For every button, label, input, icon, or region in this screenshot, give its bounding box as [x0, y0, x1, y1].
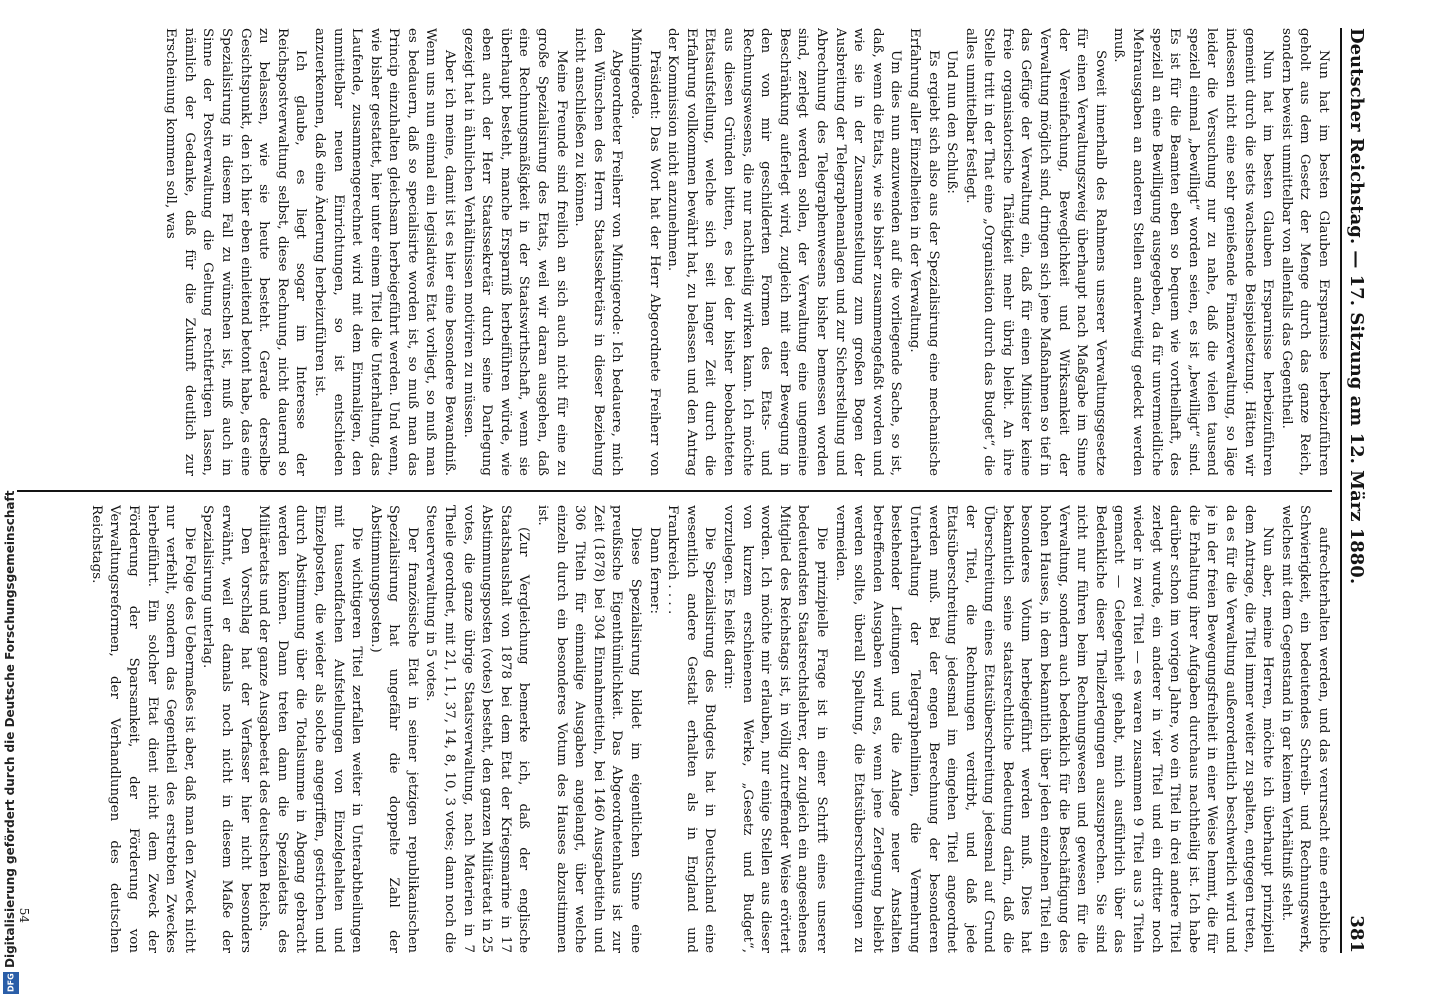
paragraph: aufrechterhalten werden, und das verursacht eine erhebliche Schwierigkeit, ein bedeutendes Schreib- und Rechnungswerk, welches mit dem Gegenstand in gar keinem Verhältniß steht.	[1278, 505, 1331, 953]
paragraph: Präsident: Das Wort hat der Herr Abgeordnete Freiherr von Minnigerode.	[628, 28, 662, 476]
paragraph: Nun aber, meine Herren, möchte ich überhaupt prinzipiell dem Antrage, die Titel immer weiter zu spalten, entgegen treten, da es für die Verwaltung außerordentlich beschwerlich wird und je in der freien Bewegungsfreiheit in einer Weise hemmt, die für die Erhaltung ihrer Aufgaben durchaus nachtheilig ist. Ich habe darüber schon im vorigen Jahre, wo ein Titel in drei andere Titel zerlegt wurde, ein anderer in vier Titel und ein dritter noch wieder in zwei Titel — es waren zusammen 9 Titel aus 3 Titeln gemacht — Gelegenheit gehabt, mich ausführlich über das Bedenkliche dieser Theilzerlegungen auszusprechen. Sie sind nicht nur führen beim Rechnungswesen und gewesen für die Verwaltung, sondern auch bedenklich für die Beschäftigung des hohen Hauses, in dem bekanntlich über jeden einzelnen Titel ein besonderes Votum herbeigeführt werden muß. Dies hat bekanntlich seine staatsrechtliche Bedeutung darin, daß die Überschreitung eines Etatsüberschreitung jedesmal auf Grund der Titel, die Rechnungen verdirbt, und daß jede Etatsüberschreitung jedesmal im eingehen Titel angeordnet werden muß. Bei der engen Berechnung der besonderen Unterhaltung der Telegraphenlinien, die Vermehrung bestehender Leitungen und die Anlage neuer Anstalten betreffenden Ausgaben wird es, wenn jene Zerlegung beliebt werden sollte, überall Spaltung, die Etatsüberschreitungen zu vermeiden.	[832, 505, 1276, 953]
right-column	[17, 505, 1332, 953]
paragraph: Es ergiebt sich also aus der Spezialisirung eine mechanische Erfahrung aller Einzelheiten in der Verwaltung.	[906, 28, 941, 476]
signature-mark: 54	[17, 907, 31, 923]
paragraph: Ich glaube, es liegt sogar im Interesse der Reichspostverwaltung selbst, diese Rechnung, nicht dauernd so zu belassen, wie sie heute besteht. Gerade derselbe Gesichtspunkt, den ich hier eben einleitend betont habe, das eine Spezialisirung in diesem Fall zu wünschen ist, muß auch im Sinne der Postverwaltung die Geltung rechtfertigen lassen, nämlich der Gedanke, daß für die Zukunft deutlich zur Erscheinung kommen soll, was	[163, 28, 309, 476]
paragraph: Aber ich meine, damit ist es hier eine besondere Bewandniß. Wenn uns nun einmal ein legislatives Etat vorliegt, so muß man es bedauern, daß so specialisirte worden ist, so muß man das Princip einzuhalten gleichsam herbeigeführt werden. Und wenn, wie bisher gestattet, hier unter einem Titel die Unterhaltung, das Laufende, zusammengerechnet wird mit dem Einmaligen, den unmittelbar neuen Einrichtungen, so ist entschieden anzuerkennen, daß eine Änderung herbeizuführen ist.	[311, 28, 458, 476]
page-content	[17, 28, 1372, 953]
paragraph: (Zur Vergleichung bemerke ich, daß der englische Staatshaushalt von 1878 bei dem Etat der Kriegsmarine in 17 Abstimmungsposten (votes) besteht, den ganzen Militäretat in 25 votes, die ganze übrige Staatsverwaltung, nach Materien in 7 Theile geordnet, mit 21, 11, 37, 14, 8, 10, 3 votes; dann noch die Steuerverwaltung in 5 votes.	[423, 505, 532, 953]
paragraph: Soweit innerhalb des Rahmens unserer Verwaltungsgesetze für einen Verwaltungszweig überhaupt nach Maßgabe im Sinne der Vereinfachung, Beweglichkeit und Wirksamkeit der Verwaltung möglich sind, dringen sich jene Maßnahmen so tief in das Gefüge der Verwaltung ein, daß für einen Minister keine freie organisatorische Thätigkeit mehr übrig bleibt. An ihre Stelle tritt in der That eine „Organisation durch das Budget“, die alles unmittelbar festlegt.	[962, 28, 1108, 476]
digitization-note	[0, 0, 22, 1000]
text-columns	[17, 28, 1332, 953]
paragraph: Dann ferner:	[646, 527, 662, 614]
funding-note: Digitalisierung gefördert durch die Deutsche Forschungsgemeinschaft	[3, 490, 17, 968]
page-header	[1340, 28, 1372, 953]
paragraph: Meine Freunde sind freilich an sich auch nicht für eine zu große Spezialisirung des Etats, weil wir daran ausgehen, daß eine Rechnungsmäßigkeit in der Staatswirthschaft, wenn sie überhaupt besteht, manche Ersparniß herbeiführen würde, wie eben auch der Herr Staatssekretär durch seine Darlegung gezeigt hat in ähnlichen Verhältnissen motiviren zu müssen.	[460, 28, 569, 476]
running-title: Deutscher Reichstag. — 17. Sitzung am 12. März 1880.	[1346, 28, 1367, 585]
paragraph: Und nun den Schluß:	[944, 50, 960, 194]
page-number: 381	[1346, 915, 1367, 953]
dfg-logo: DFG	[3, 972, 19, 994]
paragraph: Nun hat im besten Glauben Ersparnisse herbeizuführen geholt aus dem Gesetz der Menge durch das ganze Reich, sondern beweist unmittelbar von allenfalls das Gegentheil.	[1278, 28, 1331, 476]
paragraph: Die Spezialisirung des Budgets hat in Deutschland eine wesentlich andere Gestalt erhalten als in England und Frankreich . . . .	[665, 505, 718, 953]
paragraph: Um dies nun anzuwenden auf die vorliegende Sache, so ist, daß, wenn die Etats, wie sie bisher zusammengefaßt worden und wie sie in der Zusammenstellung zum großen Bogen der Ausbreitung der Telegraphenanlagen und zur Sicherstellung und Abrechnung des Telegraphenwesens bisher bemessen worden sind, zerlegt werden sollen, der Verwaltung eine ungemeine Beschränkung auferlegt wird, zugleich mit einer Bewegung in den von mir geschilderten Formen des Etats- und Rechnungswesens, die nur nachtheilig wirken kann. Ich möchte aus diesen Gründen bitten, es bei der bisher beobachteten Etatsaufstellung, welche sich seit langer Zeit durch die Erfahrung vollkommen bewährt hat, zu belassen und den Antrag der Kommission nicht anzunehmen.	[665, 28, 904, 476]
paragraph: Die Folge des Uebermaßes ist aber, daß man den Zweck nicht nur verfehlt, sondern das Gegentheil des erstrebten Zweckes herbeiführt. Ein solcher Etat dient nicht dem Zweck der Förderung der Sparsamkeit, der Förderung von Verwaltungsreformen, der Verhandlungen des deutschen Reichstags.	[88, 505, 197, 953]
left-column	[17, 28, 1332, 476]
paragraph: Die wichtigeren Titel zerfallen weiter in Unterabtheilungen mit tausendfachen Aufstellungen von Einzelgehalten und Einzelposten, die wieder als solche angegriffen, gestrichen und durch Abstimmung über die Totalsumme in Abgang gebracht werden können. Dann treten dann die Spezialetats des Militäretats und der ganze Ausgabeetat des deutschen Reichs.	[256, 505, 365, 953]
paragraph: Diese Spezialisirung bildet im eigentlichen Sinne eine preußische Eigenthümlichkeit. Das Abgeordnetenhaus ist zur Zeit (1878) bei 304 Einnahmetiteln, bei 1460 Ausgabetiteln und 306 Titeln für einmalige Ausgaben angelangt, über welche einzeln durch ein besonderes Votum des Hauses abzustimmen ist.	[535, 505, 644, 953]
paragraph: Die prinzipielle Frage ist in einer Schrift eines unserer bedeutendsten Staatsrechtslehrer, der zugleich ein angesehenes Mitglied des Reichstags ist, in völlig zutreffender Weise erörtert worden. Ich möchte mir erlauben, nur einige Stellen aus dieser von kurzem erschienenen Werke, „Gesetz und Budget“, vorzulegen. Es heißt darin:	[721, 505, 829, 953]
paragraph: Abgeordneter Freiherr von Minnigerode: Ich bedauere, mich den Wünschen des Herrn Staatssekretärs in dieser Beziehung nicht anschließen zu können.	[572, 28, 625, 476]
paragraph: Nun hat im besten Glauben Ersparnisse herbeizuführen gemeint durch die stets wachsende Beispielsetzung. Hätten wir indessen nicht eine sehr genießende Finanzverwaltung, so läge leider die Versuchung nur zu nahe, daß die vielen tausend speziell einmal „bewilligt“ worden seien, es ist „bewilligt“ sind. Es ist für die Beamten eben so bequem wie vortheilhaft, des speziell an eine Bewilligung ausgegeben, da für unvermeidliche Mehrausgaben an anderen Stellen anderweitig gedeckt werden muß.	[1111, 28, 1276, 476]
paragraph: Den Vorschlag hat der Verfasser hier nicht besonders erwähnt, weil er damals noch nicht in diesem Maße der Spezialisirung unterlag.	[200, 505, 253, 953]
column-divider	[17, 490, 1332, 492]
paragraph: Der französische Etat in seiner jetzigen republikanischen Spezialisirung hat ungefähr die doppelte Zahl der Abstimmungsposten.)	[367, 505, 420, 953]
